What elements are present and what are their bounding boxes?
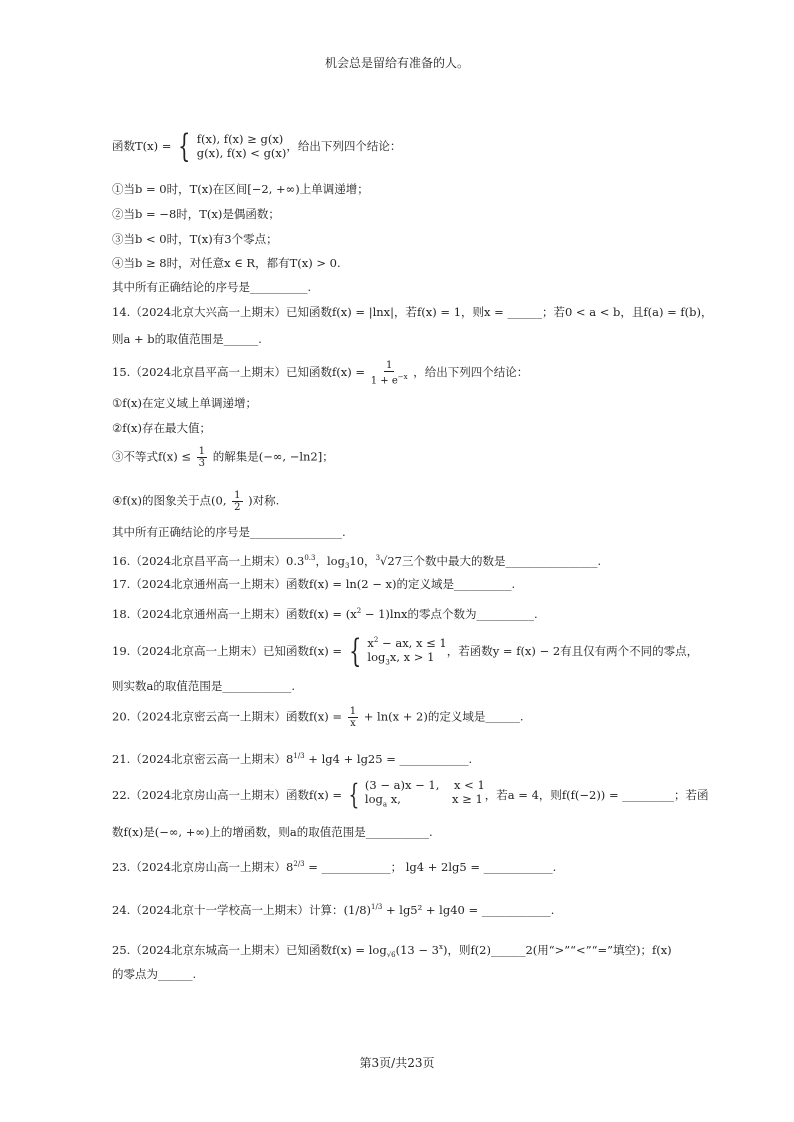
q19-case-1: $x^2$ − ax, x ≤ 1 [367, 635, 447, 650]
q13-item-2: ②当b = −8时，T(x)是偶函数； [112, 207, 280, 221]
q21: 21.（2024北京密云高一上期末）$8^{1/3} + \lg 4 + \lg 25$ = ____________. [112, 751, 473, 766]
q22-line-2: 数f(x)是(−∞, +∞)上的增函数，则a的取值范围是___________. [112, 825, 433, 839]
q24: 24.（2024北京十一学校高一上期末）计算：$(1/8)^{1/3} + \lg 5^2 + \lg 40$ = ____________. [112, 902, 555, 917]
q13-item-4: ④当b ≥ 8时，对任意x ∈ R，都有T(x) > 0. [112, 256, 341, 270]
page-header: 机会总是留给有准备的人。 [324, 56, 469, 70]
q14-line-2: 则a + b的取值范围是______. [112, 332, 262, 346]
q18: 18.（2024北京通州高一上期末）函数$f(x) = (x^2 - 1)\ln x$的零点个数为__________. [112, 606, 538, 621]
q13-ask: 其中所有正确结论的序号是__________. [112, 280, 312, 294]
q17: 17.（2024北京通州高一上期末）函数f(x) = ln(2 − x)的定义域是__________. [112, 577, 516, 591]
q13-case-2: g(x), f(x) < g(x) [196, 146, 287, 160]
q15-stem: 15.（2024北京昌平高一上期末）已知函数f(x) = $\frac{1}{1 + e^{-x}}$ ，给出下列四个结论： [112, 360, 529, 387]
q16: 16.（2024北京昌平高一上期末）$0.3^{0.3}$，$\log_310$，$^3$√27三个数中最大的数是________________. [112, 553, 602, 571]
q13-item-3: ③当b < 0时，T(x)有3个零点； [112, 232, 278, 246]
q13-tail: ，给出下列四个结论： [286, 139, 402, 153]
q14-line-1: 14.（2024北京大兴高一上期末）已知函数f(x) = |lnx|，若f(x) = 1，则x = ______；若0 < a < b，且f(a) = f(b)， [112, 305, 713, 319]
q15-item-2: ②f(x)存在最大值； [112, 421, 212, 435]
q22-case-1: (3 − a)x − 1, x < 1 [364, 778, 485, 792]
q15-item-1: ①f(x)在定义域上单调递增； [112, 396, 258, 410]
q15-fraction: $\frac{1}{1 + e^{-x}}$ [370, 360, 408, 387]
q23: 23.（2024北京房山高一上期末）$8^{2/3}$ = ____________； lg4 + 2lg5 = ____________. [112, 859, 557, 874]
q19-case-2: $\log_3x$, x > 1 [367, 649, 435, 667]
q13-lead: 函数T(x) = [112, 139, 172, 153]
q19-line-2: 则实数a的取值范围是____________. [112, 679, 296, 693]
q15-item-3: ③不等式f(x) ≤ $\frac{1}{3}$ 的解集是(−∞, −ln2]； [112, 446, 334, 469]
q25-line-1: 25.（2024北京东城高一上期末）已知函数$f(x) = \log_{√6}(13 - 3^x)$，则f(2)______2(用“>”“<”“=”填空)；f(x) [112, 942, 672, 960]
q15-item-4: ④f(x)的图象关于点(0, $\frac{1}{2}$ )对称. [112, 490, 280, 513]
q22-brace: { [348, 777, 360, 811]
q19-stem: 19.（2024北京高一上期末）已知函数f(x) = { $x^2$ − ax, x ≤ 1 $\log_3x$, x > 1 ，若函数y = f(x) − 2有且仅有两个不同的零点， [112, 632, 699, 671]
q22-case-2: $\log_a x$, x ≥ 1 [364, 792, 483, 809]
page-footer: 第3页/共23页 [359, 1056, 435, 1070]
q13-item-1: ①当b = 0时，T(x)在区间[−2, +∞)上单调递增； [112, 182, 369, 196]
q15-ask: 其中所有正确结论的序号是________________. [112, 525, 346, 539]
q19-brace: { [349, 632, 362, 671]
q25-line-2: 的零点为______. [112, 967, 197, 981]
q13-function-definition [112, 127, 402, 165]
q20: 20.（2024北京密云高一上期末）函数f(x) = $\frac{1}{x}$ + ln(x + 2)的定义域是______. [112, 706, 524, 729]
q13-case-1: f(x), f(x) ≥ g(x) [196, 132, 284, 146]
q13-brace: { [178, 127, 191, 165]
q22-stem: 22.（2024北京房山高一上期末）函数f(x) = { (3 − a)x − 1, x < 1 $\log_a x$, x ≥ 1 ，若a = 4，则f(f(−2)) = _________；若函 [112, 777, 709, 811]
